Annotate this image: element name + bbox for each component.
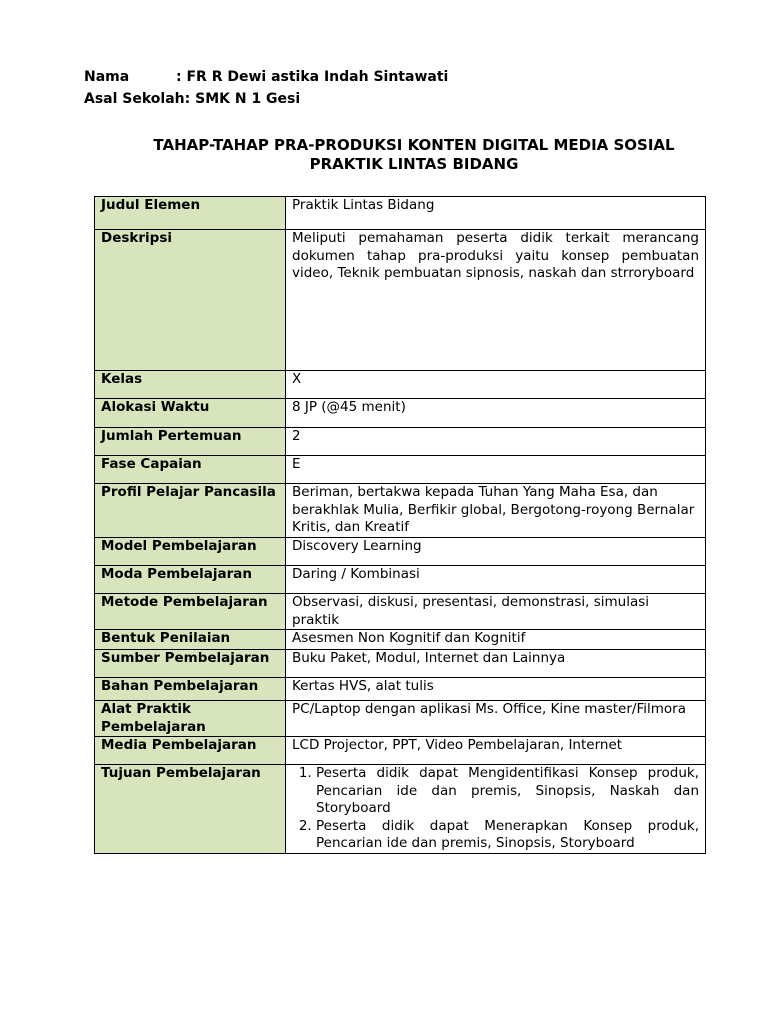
row-value: LCD Projector, PPT, Video Pembelajaran, Internet	[286, 737, 706, 765]
table-row	[95, 650, 706, 678]
row-value: Discovery Learning	[286, 538, 706, 566]
row-label: Tujuan Pembelajaran	[95, 765, 286, 854]
list-item: 1. Peserta didik dapat Mengidentifikasi Konsep produk, Pencarian ide dan premis, Sinopsis, Naskah dan Storyboard	[316, 765, 699, 818]
row-label: Kelas	[95, 371, 286, 399]
row-value: X	[286, 371, 706, 399]
title-line-2: PRAKTIK LINTAS BIDANG	[309, 155, 519, 173]
row-value: 8 JP (@45 menit)	[286, 399, 706, 428]
table-row	[95, 538, 706, 566]
row-label: Sumber Pembelajaran	[95, 650, 286, 678]
row-label: Judul Elemen	[95, 197, 286, 230]
title-line-1: TAHAP-TAHAP PRA-PRODUKSI KONTEN DIGITAL MEDIA SOSIAL	[153, 136, 675, 154]
row-label: Profil Pelajar Pancasila	[95, 484, 286, 538]
table-row	[95, 428, 706, 456]
row-value: Kertas HVS, alat tulis	[286, 678, 706, 701]
sekolah-row	[84, 88, 448, 110]
row-value: PC/Laptop dengan aplikasi Ms. Office, Kine master/Filmora	[286, 701, 706, 737]
table-row	[95, 484, 706, 538]
element-table	[94, 196, 706, 854]
row-label: Jumlah Pertemuan	[95, 428, 286, 456]
row-value: Praktik Lintas Bidang	[286, 197, 706, 230]
row-label: Deskripsi	[95, 230, 286, 371]
table-row	[95, 197, 706, 230]
table-row	[95, 630, 706, 650]
row-label: Media Pembelajaran	[95, 737, 286, 765]
row-value: Observasi, diskusi, presentasi, demonstrasi, simulasi praktik	[286, 594, 706, 630]
row-value: Asesmen Non Kognitif dan Kognitif	[286, 630, 706, 650]
goals-list	[292, 765, 699, 853]
list-item: 2. Peserta didik dapat Menerapkan Konsep produk, Pencarian ide dan premis, Sinopsis, Storyboard	[316, 818, 699, 853]
nama-value: : FR R Dewi astika Indah Sintawati	[176, 69, 449, 85]
row-label: Bentuk Penilaian	[95, 630, 286, 650]
row-label: Bahan Pembelajaran	[95, 678, 286, 701]
nama-label: Nama	[84, 69, 130, 85]
nama-row	[84, 66, 448, 88]
table-row	[95, 765, 706, 854]
row-value: 2	[286, 428, 706, 456]
row-value-list	[286, 765, 706, 854]
row-label: Alokasi Waktu	[95, 399, 286, 428]
table-row	[95, 737, 706, 765]
row-label: Moda Pembelajaran	[95, 566, 286, 594]
row-label: Metode Pembelajaran	[95, 594, 286, 630]
row-value: E	[286, 456, 706, 484]
row-label: Alat Praktik Pembelajaran	[95, 701, 286, 737]
row-label: Fase Capaian	[95, 456, 286, 484]
row-label: Model Pembelajaran	[95, 538, 286, 566]
table-row	[95, 566, 706, 594]
table-row	[95, 456, 706, 484]
table-row	[95, 371, 706, 399]
table-row	[95, 230, 706, 371]
table-row	[95, 701, 706, 737]
row-value: Beriman, bertakwa kepada Tuhan Yang Maha Esa, dan berakhlak Mulia, Berfikir global, Bergotong-royong Bernalar Kritis, dan Kreatif	[286, 484, 706, 538]
sekolah-value: : SMK N 1 Gesi	[184, 91, 301, 107]
table-row	[95, 594, 706, 630]
identity-block	[84, 66, 448, 110]
sekolah-label: Asal Sekolah	[84, 91, 185, 107]
table-row	[95, 399, 706, 428]
row-value: Meliputi pemahaman peserta didik terkait merancang dokumen tahap pra-produksi yaitu konsep pembuatan video, Teknik pembuatan sipnosis, naskah dan strroryboard	[286, 230, 706, 371]
row-value: Daring / Kombinasi	[286, 566, 706, 594]
row-value: Buku Paket, Modul, Internet dan Lainnya	[286, 650, 706, 678]
document-title	[0, 136, 768, 174]
table-row	[95, 678, 706, 701]
